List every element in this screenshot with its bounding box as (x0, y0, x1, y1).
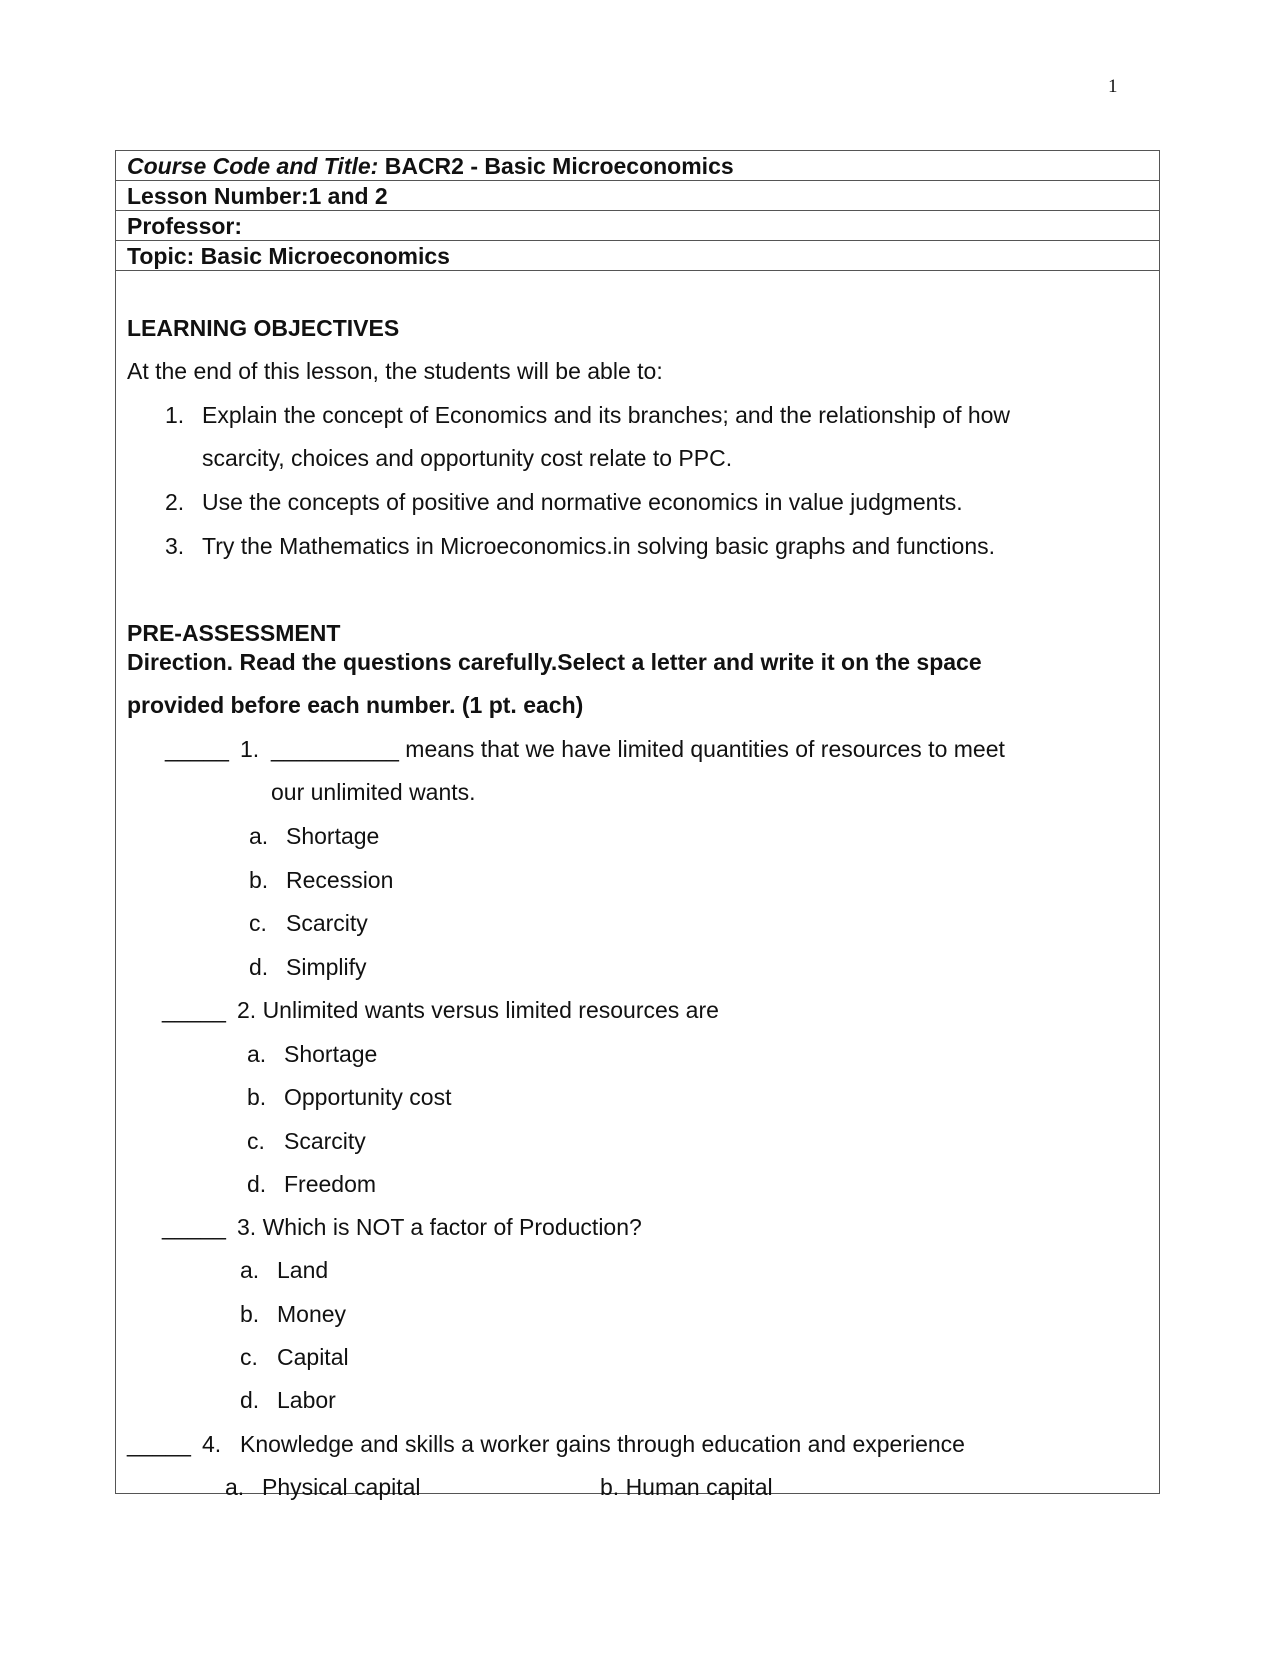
objective-3-number: 3. (165, 533, 185, 559)
professor-row (116, 211, 1159, 241)
topic-label: Topic: Basic Microeconomics (127, 243, 450, 269)
document-frame (115, 150, 1160, 1500)
assessment-heading: PRE-ASSESSMENT (127, 620, 341, 646)
assessment-direction-line2: provided before each number. (1 pt. each) (127, 692, 584, 718)
q2-option-a-letter: a. (247, 1041, 267, 1067)
q1-text-line1: __________ means that we have limited quantities of resources to meet (271, 736, 1005, 762)
course-value: BACR2 - Basic Microeconomics (384, 153, 734, 179)
objective-1-number: 1. (165, 402, 185, 428)
assessment-direction-line1: Direction. Read the questions carefully.Select a letter and write it on the space (127, 649, 982, 675)
q2-option-d: Freedom (284, 1171, 377, 1197)
q3-option-d-letter: d. (240, 1387, 260, 1413)
objectives-intro: At the end of this lesson, the students will be able to: (127, 358, 663, 384)
q4-text: Knowledge and skills a worker gains through education and experience (240, 1431, 965, 1457)
q3-option-c-letter: c. (240, 1344, 258, 1370)
q3-option-a-letter: a. (240, 1257, 260, 1283)
q4-option-a: Physical capital (262, 1474, 421, 1500)
q3-text: 3. Which is NOT a factor of Production? (237, 1214, 642, 1240)
objective-1-line2: scarcity, choices and opportunity cost relate to PPC. (202, 445, 733, 471)
q4-option-b: b. Human capital (600, 1474, 773, 1500)
q2-option-b: Opportunity cost (284, 1084, 452, 1110)
q2-option-b-letter: b. (247, 1084, 267, 1110)
lesson-row (116, 181, 1159, 211)
q4-option-a-letter: a. (225, 1474, 245, 1500)
topic-row (116, 241, 1159, 271)
q4-answer-blank: _____ (127, 1431, 191, 1457)
q2-answer-blank: _____ (162, 997, 226, 1023)
q3-option-a: Land (277, 1257, 329, 1283)
q2-option-c: Scarcity (284, 1128, 366, 1154)
course-row (116, 151, 1159, 181)
q1-option-a-letter: a. (249, 823, 269, 849)
objective-1-line1: Explain the concept of Economics and its branches; and the relationship of how (202, 402, 1011, 428)
q3-option-b-letter: b. (240, 1301, 260, 1327)
objective-2-number: 2. (165, 489, 185, 515)
course-label: Course Code and Title: (127, 153, 379, 179)
q1-answer-blank: _____ (165, 736, 229, 762)
q1-text-line2: our unlimited wants. (271, 779, 476, 805)
q3-option-d: Labor (277, 1387, 336, 1413)
q1-option-c-letter: c. (249, 910, 267, 936)
q2-option-c-letter: c. (247, 1128, 265, 1154)
q1-option-c: Scarcity (286, 910, 368, 936)
q4-number: 4. (202, 1431, 222, 1457)
q2-text: 2. Unlimited wants versus limited resources are (237, 997, 719, 1023)
q1-number: 1. (240, 736, 260, 762)
q2-option-a: Shortage (284, 1041, 378, 1067)
q1-option-a: Shortage (286, 823, 380, 849)
q3-option-c: Capital (277, 1344, 349, 1370)
page-number: 1 (1108, 76, 1118, 97)
lesson-number: Lesson Number:1 and 2 (127, 183, 388, 209)
q1-option-d: Simplify (286, 954, 367, 980)
q1-option-d-letter: d. (249, 954, 269, 980)
objective-3-text: Try the Mathematics in Microeconomics.in solving basic graphs and functions. (202, 533, 995, 559)
q3-option-b: Money (277, 1301, 347, 1327)
q1-option-b-letter: b. (249, 867, 269, 893)
professor-label: Professor: (127, 213, 243, 239)
objective-2-text: Use the concepts of positive and normative economics in value judgments. (202, 489, 963, 515)
q2-option-d-letter: d. (247, 1171, 267, 1197)
q3-answer-blank: _____ (162, 1214, 226, 1240)
q1-option-b: Recession (286, 867, 394, 893)
objectives-heading: LEARNING OBJECTIVES (127, 315, 400, 341)
